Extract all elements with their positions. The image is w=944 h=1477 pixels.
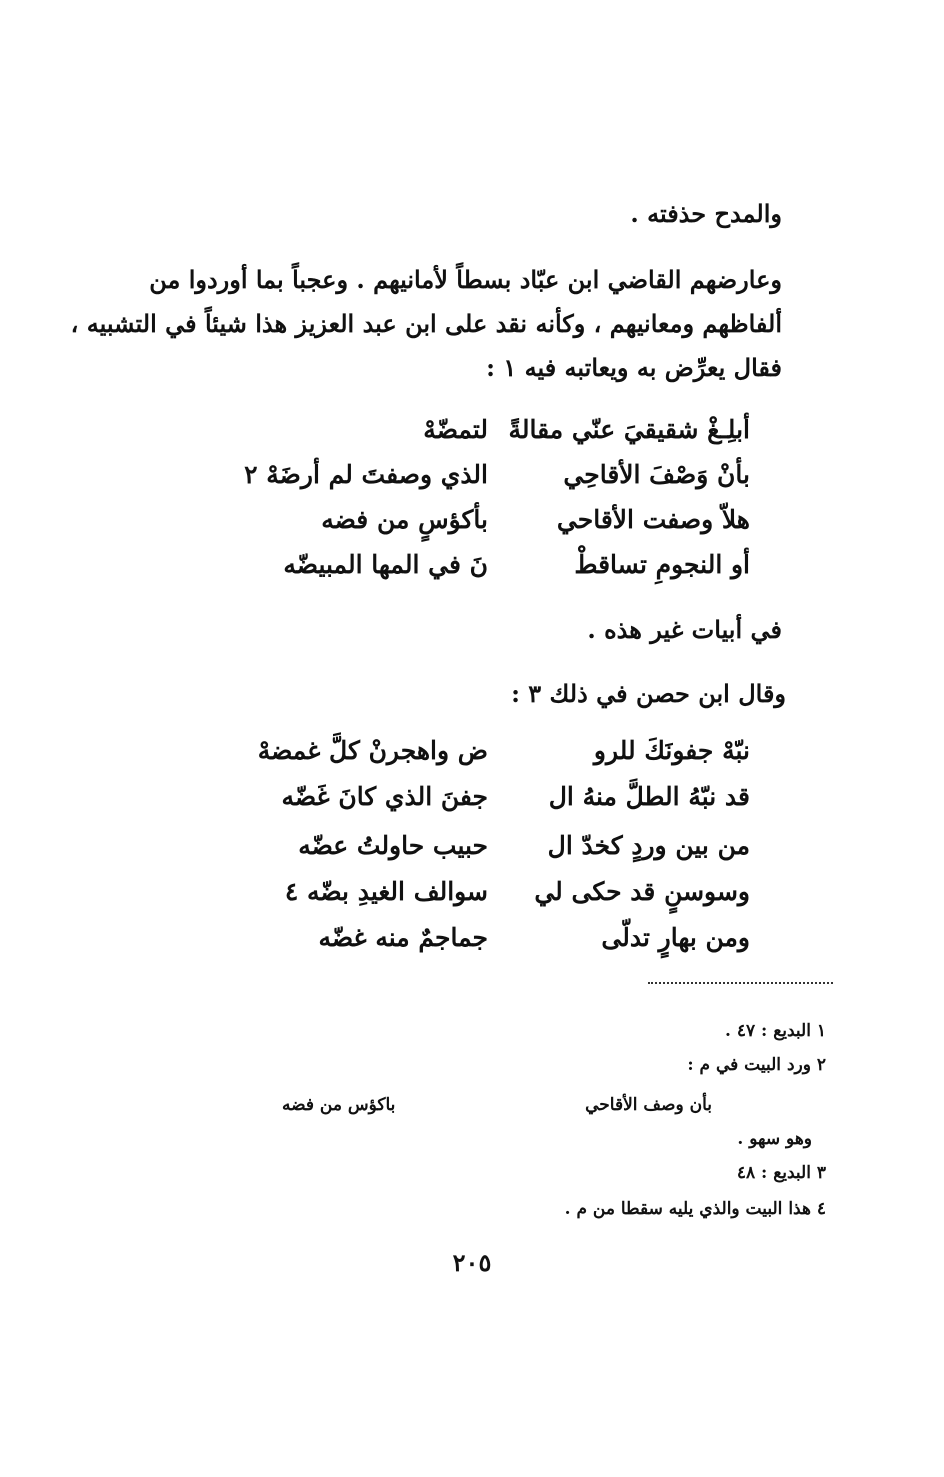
verse-line bbox=[258, 777, 750, 817]
footnote-separator bbox=[648, 982, 833, 984]
verse-second-hemistich: لتمضّهْ bbox=[423, 415, 488, 444]
verse-line bbox=[258, 545, 750, 585]
verse-first-hemistich: وسوسنٍ قد حكى لي bbox=[534, 877, 750, 906]
footnote-2: ٢ ورد البيت في م : bbox=[687, 1055, 826, 1075]
verse-second-hemistich: حبيب حاولتُ عضّه bbox=[298, 831, 488, 860]
footnote-verse-first-hemistich: بأن وصف الأقاحي bbox=[585, 1095, 712, 1115]
verse-second-hemistich: الذي وصفتَ لم أرضَهْ ٢ bbox=[244, 460, 488, 489]
footnote-1: ١ البديع : ٤٧ . bbox=[724, 1021, 826, 1041]
verse-line bbox=[244, 455, 750, 495]
verse-second-hemistich: جفنَ الذي كانَ غَضّه bbox=[281, 782, 488, 811]
verse-line bbox=[258, 872, 750, 912]
paragraph-line: فقال يعرِّض به ويعاتبه فيه ١ : bbox=[486, 353, 782, 382]
verse-second-hemistich: بأكؤسٍ من فضه bbox=[321, 505, 488, 534]
verse-first-hemistich: من بين وردٍ كخدّ ال bbox=[547, 831, 750, 860]
verse-first-hemistich: أبلِـغْ شقيقيَ عنّي مقالةً bbox=[508, 415, 750, 444]
verse-first-hemistich: أو النجومِ تساقطْ bbox=[574, 550, 750, 579]
paragraph-line: وقال ابن حصن في ذلك ٣ : bbox=[511, 679, 786, 708]
verse-first-hemistich: قد نبّهُ الطلَّ منهُ ال bbox=[548, 782, 750, 811]
verse-line bbox=[258, 826, 750, 866]
verse-second-hemistich: ض واهجرنْ كلَّ غمضهْ bbox=[257, 736, 488, 765]
footnote-4: ٤ هذا البيت والذي يليه سقطا من م . bbox=[564, 1199, 826, 1219]
verse-first-hemistich: هلاّ وصفت الأقاحي bbox=[556, 505, 750, 534]
footnote-3: ٣ البديع : ٤٨ bbox=[736, 1163, 826, 1183]
footnote-verse-second-hemistich: باكؤس من فضه bbox=[282, 1095, 396, 1115]
verse-line bbox=[258, 731, 750, 771]
footnote-verse bbox=[282, 1092, 712, 1118]
verse-first-hemistich: ومن بهارٍ تدلّى bbox=[601, 923, 750, 952]
verse-line bbox=[258, 918, 750, 958]
verse-second-hemistich: نَ في المها المبيضّه bbox=[283, 550, 488, 579]
verse-line bbox=[258, 500, 750, 540]
verse-second-hemistich: سوالف الغيدِ بضّه ٤ bbox=[284, 877, 488, 906]
verse-first-hemistich: نبّهْ جفونَكَ للرو bbox=[593, 736, 750, 765]
paragraph-line: والمدح حذفته . bbox=[630, 199, 782, 228]
footnote-2-note: وهو سهو . bbox=[737, 1129, 812, 1149]
verse-second-hemistich: جماجمٌ منه غضّه bbox=[318, 923, 488, 952]
paragraph-line: ألفاظهم ومعانيهم ، وكأنه نقد على ابن عبد العزيز هذا شيئاً في التشبيه ، bbox=[70, 309, 782, 338]
verse-line bbox=[258, 410, 750, 450]
verse-first-hemistich: بأنْ وَصْفَ الأقاحِي bbox=[563, 460, 750, 489]
page-number: ٢٠٥ bbox=[452, 1248, 492, 1277]
paragraph-line: وعارضهم القاضي ابن عبّاد بسطاً لأمانيهم . وعجباً بما أوردوا من bbox=[149, 265, 782, 294]
paragraph-line: في أبيات غير هذه . bbox=[587, 615, 782, 644]
